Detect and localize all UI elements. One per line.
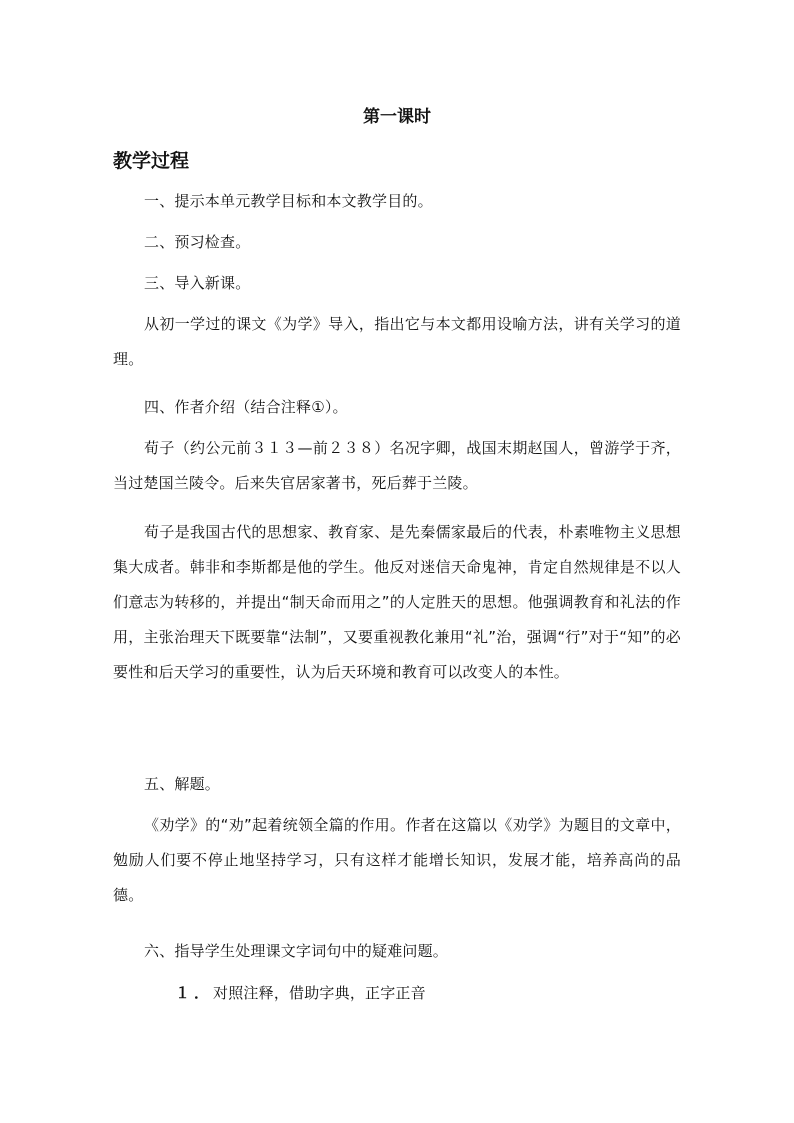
paragraph-new-lesson <box>113 266 681 301</box>
paragraph-author-heading <box>113 390 681 425</box>
paragraph-xunzi-thought <box>113 515 681 690</box>
paragraph: 一、提示本单元教学目标和本文教学目的。 <box>144 192 433 210</box>
paragraph: 二、预习检查。 <box>144 233 251 251</box>
paragraph: 《劝学》的“劝”起着统领全篇的作用。作者在这篇以《劝学》为题目的文章中，勉励人们要不停止地坚持学习，只有这样才能增长知识，发展才能，培养高尚的品德。 <box>113 816 681 904</box>
paragraph: 四、作者介绍（结合注释①）。 <box>144 398 348 416</box>
paragraph: 从初一学过的课文《为学》导入，指出它与本文都用设喻方法，讲有关学习的道理。 <box>113 315 681 368</box>
paragraph-preview-check <box>113 225 681 260</box>
paragraph: 五、解题。 <box>144 775 221 793</box>
paragraph: 荀子（约公元前３１３—前２３８）名况字卿，战国末期赵国人，曾游学于齐，当过楚国兰陵令。后来失官居家著书，死后葬于兰陵。 <box>113 439 681 492</box>
section-heading: 教学过程 <box>113 150 190 172</box>
paragraph-title-explain-heading <box>113 767 681 802</box>
lesson-title: 第一课时 <box>363 107 431 127</box>
paragraph: 荀子是我国古代的思想家、教育家、是先秦儒家最后的代表，朴素唯物主义思想集大成者。韩非和李斯都是他的学生。他反对迷信天命鬼神，肯定自然规律是不以人们意志为转移的，并提出“制天命而用之”的人定胜天的思想。他强调教育和礼法的作用，主张治理天下既要靠“法制”，又要重视教化兼用“礼”治，强调“行”对于“知”的必要性和后天学习的重要性，认为后天环境和教育可以改变人的本性。 <box>113 523 681 681</box>
paragraph-xunzi-bio <box>113 431 681 501</box>
list-number: １． <box>175 984 214 1002</box>
paragraph-title-explain <box>113 808 681 913</box>
paragraph: 三、导入新课。 <box>144 274 251 292</box>
paragraph-guidance <box>113 934 681 969</box>
paragraph-introduction <box>113 307 681 377</box>
paragraph-goals <box>113 184 681 219</box>
list-item <box>113 976 681 1011</box>
paragraph: 六、指导学生处理课文字词句中的疑难问题。 <box>144 942 449 960</box>
list-text: 对照注释，借助字典，正字正音 <box>213 984 426 1002</box>
